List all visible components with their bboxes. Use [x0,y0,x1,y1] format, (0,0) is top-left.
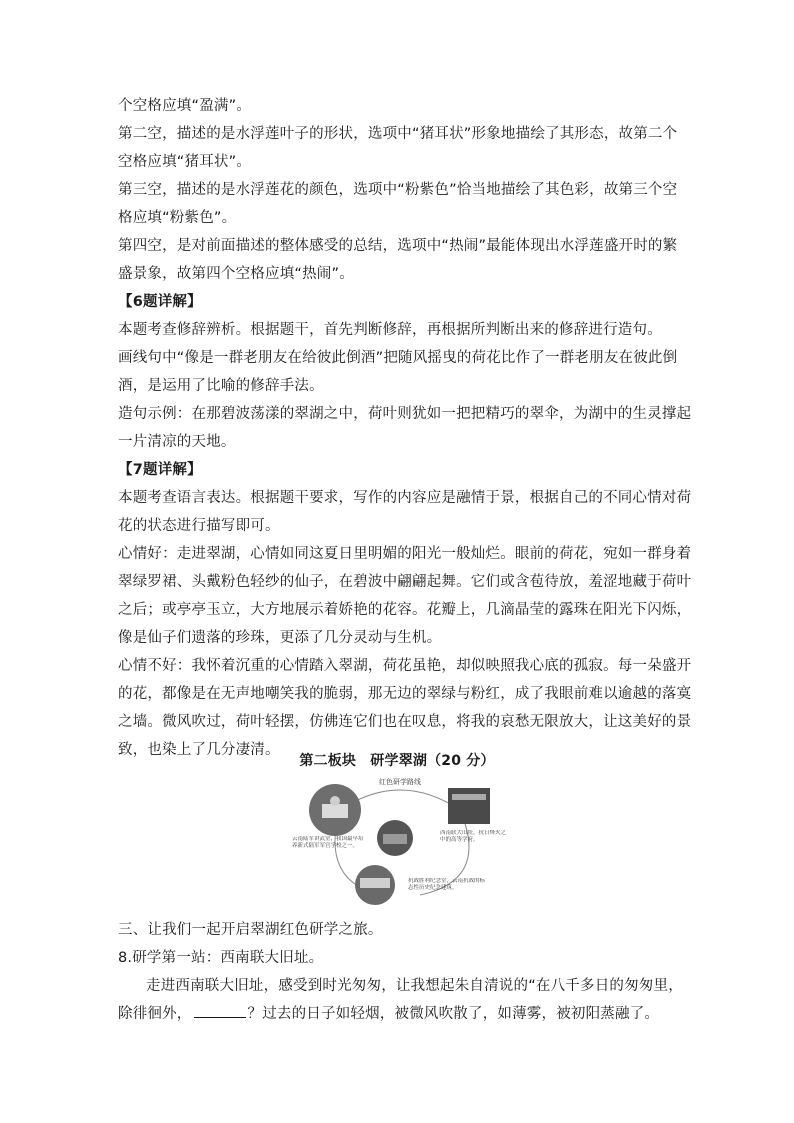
research-route-figure [280,770,520,910]
text-line: 空格应填“猪耳状”。 [118,154,252,170]
text-line: 花的状态进行描写即可。 [118,518,280,534]
answer-blank[interactable] [194,1005,246,1018]
text-line: 第四空，是对前面描述的整体感受的总结，选项中“热闹”最能体现出水浮莲盛开时的繁 [118,238,678,254]
passage-line: 走进西南联大旧址，感受到时光匆匆，让我想起朱自清说的“在八千多日的匆匆里， [146,978,683,994]
text-line: 盛景象，故第四个空格应填“热闹”。 [118,266,354,282]
passage-text: 除徘徊外， [118,1006,192,1022]
text-line: 心情不好：我怀着沉重的心情踏入翠湖，荷花虽艳，却似映照我心底的孤寂。每一朵盛开 [118,658,692,674]
text-line: 画线句中“像是一群老朋友在给彼此倒酒”把随风摇曳的荷花比作了一群老朋友在彼此倒 [118,350,678,366]
text-line: 之墙。微风吹过，荷叶轻摆，仿佛连它们也在叹息，将我的哀愁无限放大，让这美好的景 [118,714,692,730]
caption-victory-hall: 抗战胜利纪念堂，云南抗战的标志性历史纪念建筑。 [408,878,486,891]
caption-lianda: 西南联大旧址，抗日烽火之中的高等学府。 [440,830,507,843]
text-line: 像是仙子们遗落的珍珠，更添了几分灵动与生机。 [118,630,442,646]
passage-text: ？过去的日子如轻烟，被微风吹散了，如薄雾，被初阳蒸融了。 [247,1006,660,1022]
text-line: 酒，是运用了比喻的修辞手法。 [118,378,324,394]
passage-line-with-blank [118,1002,659,1023]
text-line: 一片清凉的天地。 [118,434,236,450]
caption-military-academy: 云南陆军讲武堂，我国最早培养新式陆军军官学校之一。 [292,836,364,849]
section-heading: 【7题详解】 [118,462,202,478]
intro-line: 三、让我们一起开启翠湖红色研学之旅。 [118,922,383,938]
text-line: 之后；或亭亭玉立，大方地展示着娇艳的花容。花瓣上，几滴晶莹的露珠在阳光下闪烁， [118,602,692,618]
section-title: 第二板块 研学翠湖（20 分） [299,753,495,769]
question-8: 8.研学第一站：西南联大旧址。 [118,950,324,966]
text-line: 的花，都像是在无声地嘲笑我的脆弱，那无边的翠绿与粉红，成了我眼前难以逾越的落寞 [118,686,692,702]
figure-title: 红色研学路线 [379,778,421,786]
text-line: 造句示例：在那碧波荡漾的翠湖之中，荷叶则犹如一把把精巧的翠伞，为湖中的生灵撑起 [118,406,692,422]
text-line: 致，也染上了几分凄清。 [118,742,280,758]
text-line: 心情好：走进翠湖，心情如同这夏日里明媚的阳光一般灿烂。眼前的荷花，宛如一群身着 [118,546,692,562]
photo-building [322,804,348,818]
text-line: 本题考查修辞辨析。根据题干，首先判断修辞，再根据所判断出来的修辞进行造句。 [118,322,662,338]
text-line: 格应填“粉紫色”。 [118,210,237,226]
text-line: 翠绿罗裙、头戴粉色轻纱的仙子，在碧波中翩翩起舞。它们或含苞待放，羞涩地藏于荷叶 [118,574,692,590]
text-line: 第三空，描述的是水浮莲花的颜色，选项中“粉紫色”恰当地描绘了其色彩，故第三个空 [118,182,678,198]
section-heading: 【6题详解】 [118,294,202,310]
text-line: 本题考查语言表达。根据题干要求，写作的内容应是融情于景，根据自己的不同心情对荷 [118,490,692,506]
text-line: 个空格应填“盈满”。 [118,98,252,114]
text-line: 第二空，描述的是水浮莲叶子的形状，选项中“猪耳状”形象地描绘了其形态，故第二个 [118,126,678,142]
photo-lianda-site [448,788,490,824]
